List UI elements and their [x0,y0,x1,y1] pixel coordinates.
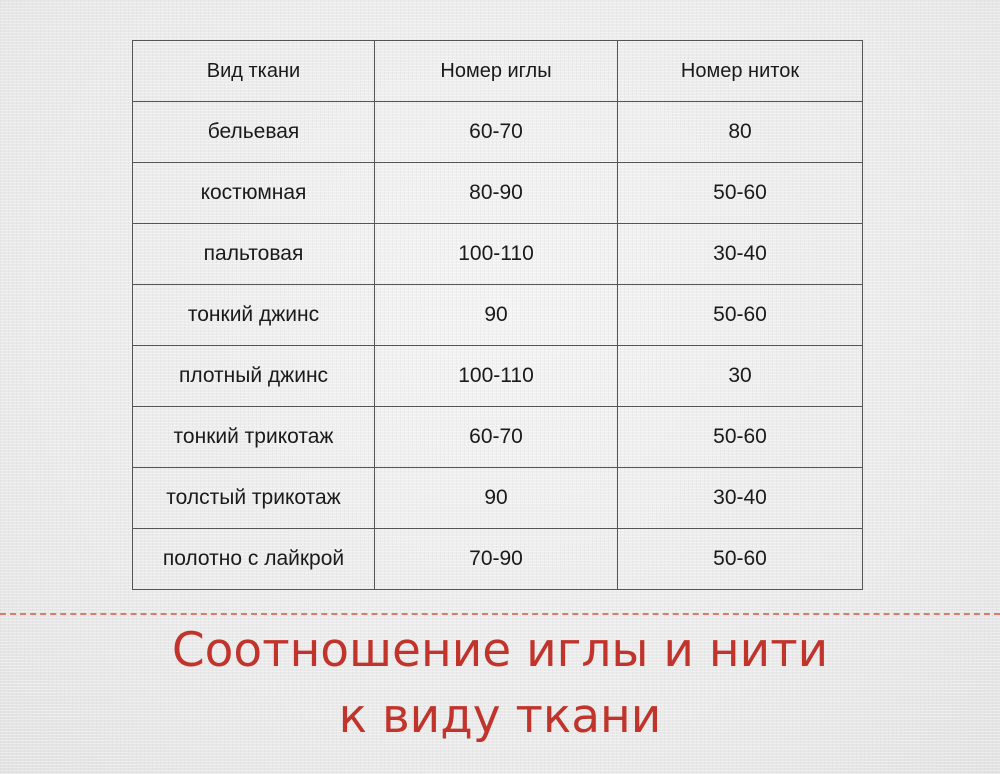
cell-fabric: пальтовая [133,224,375,285]
header-needle-number: Номер иглы [375,41,618,102]
cell-thread: 50-60 [618,529,863,590]
needle-thread-table [132,40,863,590]
cell-fabric: тонкий джинс [133,285,375,346]
cell-fabric: толстый трикотаж [133,468,375,529]
cell-thread: 30-40 [618,224,863,285]
cell-needle: 100-110 [375,224,618,285]
cell-needle: 100-110 [375,346,618,407]
table-row [133,407,863,468]
table-row [133,102,863,163]
cell-fabric: бельевая [133,102,375,163]
cell-thread: 80 [618,102,863,163]
cell-thread: 50-60 [618,163,863,224]
cell-thread: 30-40 [618,468,863,529]
cell-needle: 90 [375,468,618,529]
cell-needle: 60-70 [375,102,618,163]
title-line-2: к виду ткани [338,689,662,744]
cell-thread: 30 [618,346,863,407]
cell-thread: 50-60 [618,285,863,346]
table-row [133,529,863,590]
needle-thread-table-container [132,40,862,583]
cell-needle: 90 [375,285,618,346]
cell-thread: 50-60 [618,407,863,468]
table-row [133,346,863,407]
header-thread-number: Номер ниток [618,41,863,102]
page-title [0,618,1000,750]
cell-fabric: полотно с лайкрой [133,529,375,590]
table-row [133,224,863,285]
header-fabric-type: Вид ткани [133,41,375,102]
stitch-divider [0,613,1000,615]
cell-fabric: костюмная [133,163,375,224]
cell-needle: 70-90 [375,529,618,590]
cell-fabric: тонкий трикотаж [133,407,375,468]
table-header-row [133,41,863,102]
table-row [133,163,863,224]
table-row [133,285,863,346]
cell-needle: 60-70 [375,407,618,468]
table-row [133,468,863,529]
cell-needle: 80-90 [375,163,618,224]
cell-fabric: плотный джинс [133,346,375,407]
title-line-1: Соотношение иглы и нити [171,623,829,678]
